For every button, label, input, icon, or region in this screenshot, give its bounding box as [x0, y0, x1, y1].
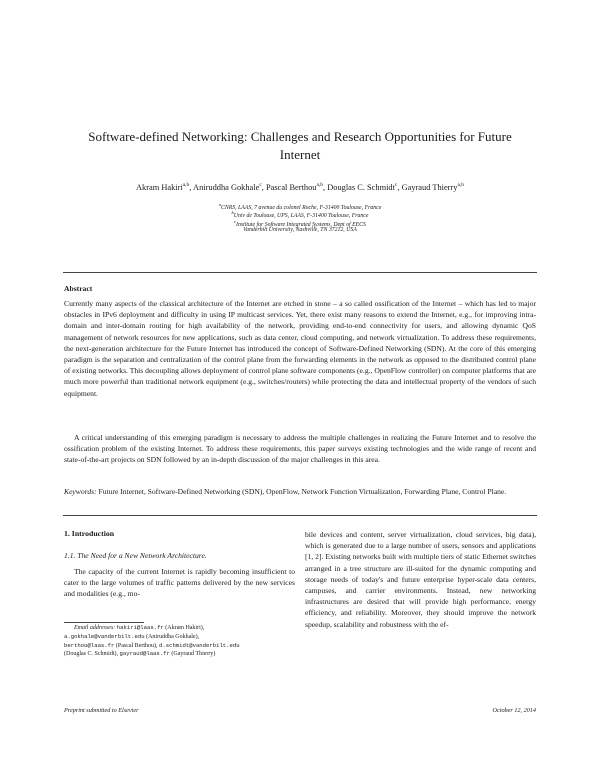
affiliation-text: Univ de Toulouse, UPS, LAAS, F-31400 Toulouse, France	[233, 212, 369, 219]
email-owner: (Akram Hakiri),	[165, 625, 205, 631]
affiliation-text: CNRS, LAAS, 7 avenue du colonel Roche, F-31400 Toulouse, France	[220, 204, 382, 211]
affiliation-sup: b	[231, 210, 234, 215]
abstract-paragraph-1: Currently many aspects of the classical architecture of the Internet are etched in stone – a so called ossification of the Internet – which has led to major obstacles in IPv6 deployment and difficulty in using IP multicast services. Yet, there exist many reasons to extend the Internet, e.g., for improving intra-domain and inter-domain routing for high availability of the network, providing end-to-end connectivity for users, and allowing dynamic QoS management of network resources for new applications, such as data center, cloud computing, and network virtualization. To address these requirements, the next-generation architecture for the Future Internet has introduced the concept of Software-Defined Networking (SDN). At the core of this emerging paradigm is the separation and centralization of the control plane from the forwarding elements in the network as opposed to the distributed control plane of existing networks. This decoupling allows deployment of control plane software components (e.g., OpenFlow controller) on computer platforms that are much more powerful than traditional network equipment (e.g., switches/routers) while protecting the data and intellectual property of the vendors of such equipment.	[64, 299, 536, 398]
abstract-paragraph-2: A critical understanding of this emerging paradigm is necessary to address the multiple challenges in realizing the Future Internet and to resolve the ossification problem of the existing Internet. To address these requirements, this paper surveys existing technologies and the wide range of recent and state-of-the-art projects on SDN followed by an in-depth discussion of the major challenges in this area.	[64, 433, 536, 465]
email-owner: (Pascal Berthou),	[115, 642, 158, 649]
abstract-bottom-rule	[63, 515, 537, 516]
affiliation-text: Institute for Software Integrated Systems, Dept of EECS	[236, 221, 366, 228]
email-owner: (Gayraud Thierry)	[171, 651, 216, 658]
email-link[interactable]: berthou@laas.fr	[64, 641, 115, 649]
email-link[interactable]: hakiri@laas.fr	[116, 624, 164, 631]
author-list: Akram Hakiri$^{a,b}$, Aniruddha Gokhale$^c$, Pascal Berthou$^{a,b}$, Douglas C. Schmidt$^c$, Gayraud Thierry$^{a,b}$	[135, 182, 465, 192]
author-sup: a,b	[316, 182, 324, 188]
email-owner: (Aniruddha Gokhale),	[146, 633, 200, 640]
footer-date: October 12, 2014	[492, 707, 536, 714]
affiliation-c-cont	[40, 226, 560, 234]
paper-title	[50, 128, 550, 164]
email-link[interactable]: gayraud@laas.fr	[119, 650, 170, 658]
footer-preprint-note: Preprint submitted to Elsevier	[64, 707, 139, 714]
email-link[interactable]: a.gokhale@vanderbilt.edu	[64, 632, 145, 640]
affiliation-sup: c	[234, 219, 237, 224]
author-sup: c	[394, 182, 398, 188]
author-sup: c	[259, 182, 262, 188]
footnote-rule	[64, 622, 144, 623]
intro-paragraph-col2: bile devices and content, server virtualization, cloud services, big data), which is generated due to a large number of users, sensors and applications [1, 2]. Existing networks built with multiple tiers of static Ethernet switches arranged in a tree structure are ill-suited for the dynamic computing and storage needs of today's and future enterprise hyper-scale data centers, campuses, and carrier environments. Instead, new networking infrastructures are desired that will provide high performance, energy efficiency, and reliability. Moreover, they should improve the network speedup, scalability and robustness with the ef-	[305, 530, 536, 629]
footnote-label: Email addresses:	[74, 625, 116, 631]
affiliation-text: Vanderbilt University, Nashville, TN 37212, USA	[243, 227, 357, 233]
author-name: Douglas C. Schmidt	[327, 182, 395, 192]
keywords	[64, 486, 536, 497]
title-line-2: Internet	[279, 147, 321, 162]
abstract-heading: Abstract	[64, 284, 93, 293]
subsection-heading: 1.1. The Need for a New Network Architecture.	[64, 551, 207, 560]
section-heading: 1. Introduction	[64, 529, 115, 538]
author-name: Gayraud Thierry	[401, 182, 458, 192]
keywords-text: Future Internet, Software-Defined Networking (SDN), OpenFlow, Network Function Virtualization, Forwarding Plane, Control Plane.	[98, 487, 507, 496]
author-name: Aniruddha Gokhale	[193, 182, 260, 192]
email-link[interactable]: d.schmidt@vanderbilt.edu	[159, 641, 240, 649]
keywords-label: Keywords:	[64, 487, 97, 496]
email-owner: (Douglas C. Schmidt),	[64, 651, 118, 658]
intro-paragraph-col1: The capacity of the current Internet is rapidly becoming insufficient to cater to the large volumes of traffic patterns delivered by the new services and modalities (e.g., mo-	[64, 567, 295, 599]
author-name: Pascal Berthou	[265, 182, 317, 192]
author-sup: a,b	[182, 182, 190, 188]
author-sup: a,b	[457, 182, 465, 188]
abstract-top-rule	[63, 272, 537, 273]
footnote-emails	[64, 624, 304, 659]
title-line-1: Software-defined Networking: Challenges and Research Opportunities for Future	[88, 129, 512, 144]
author-name: Akram Hakiri	[135, 182, 183, 192]
affiliation-sup: a	[218, 202, 221, 207]
